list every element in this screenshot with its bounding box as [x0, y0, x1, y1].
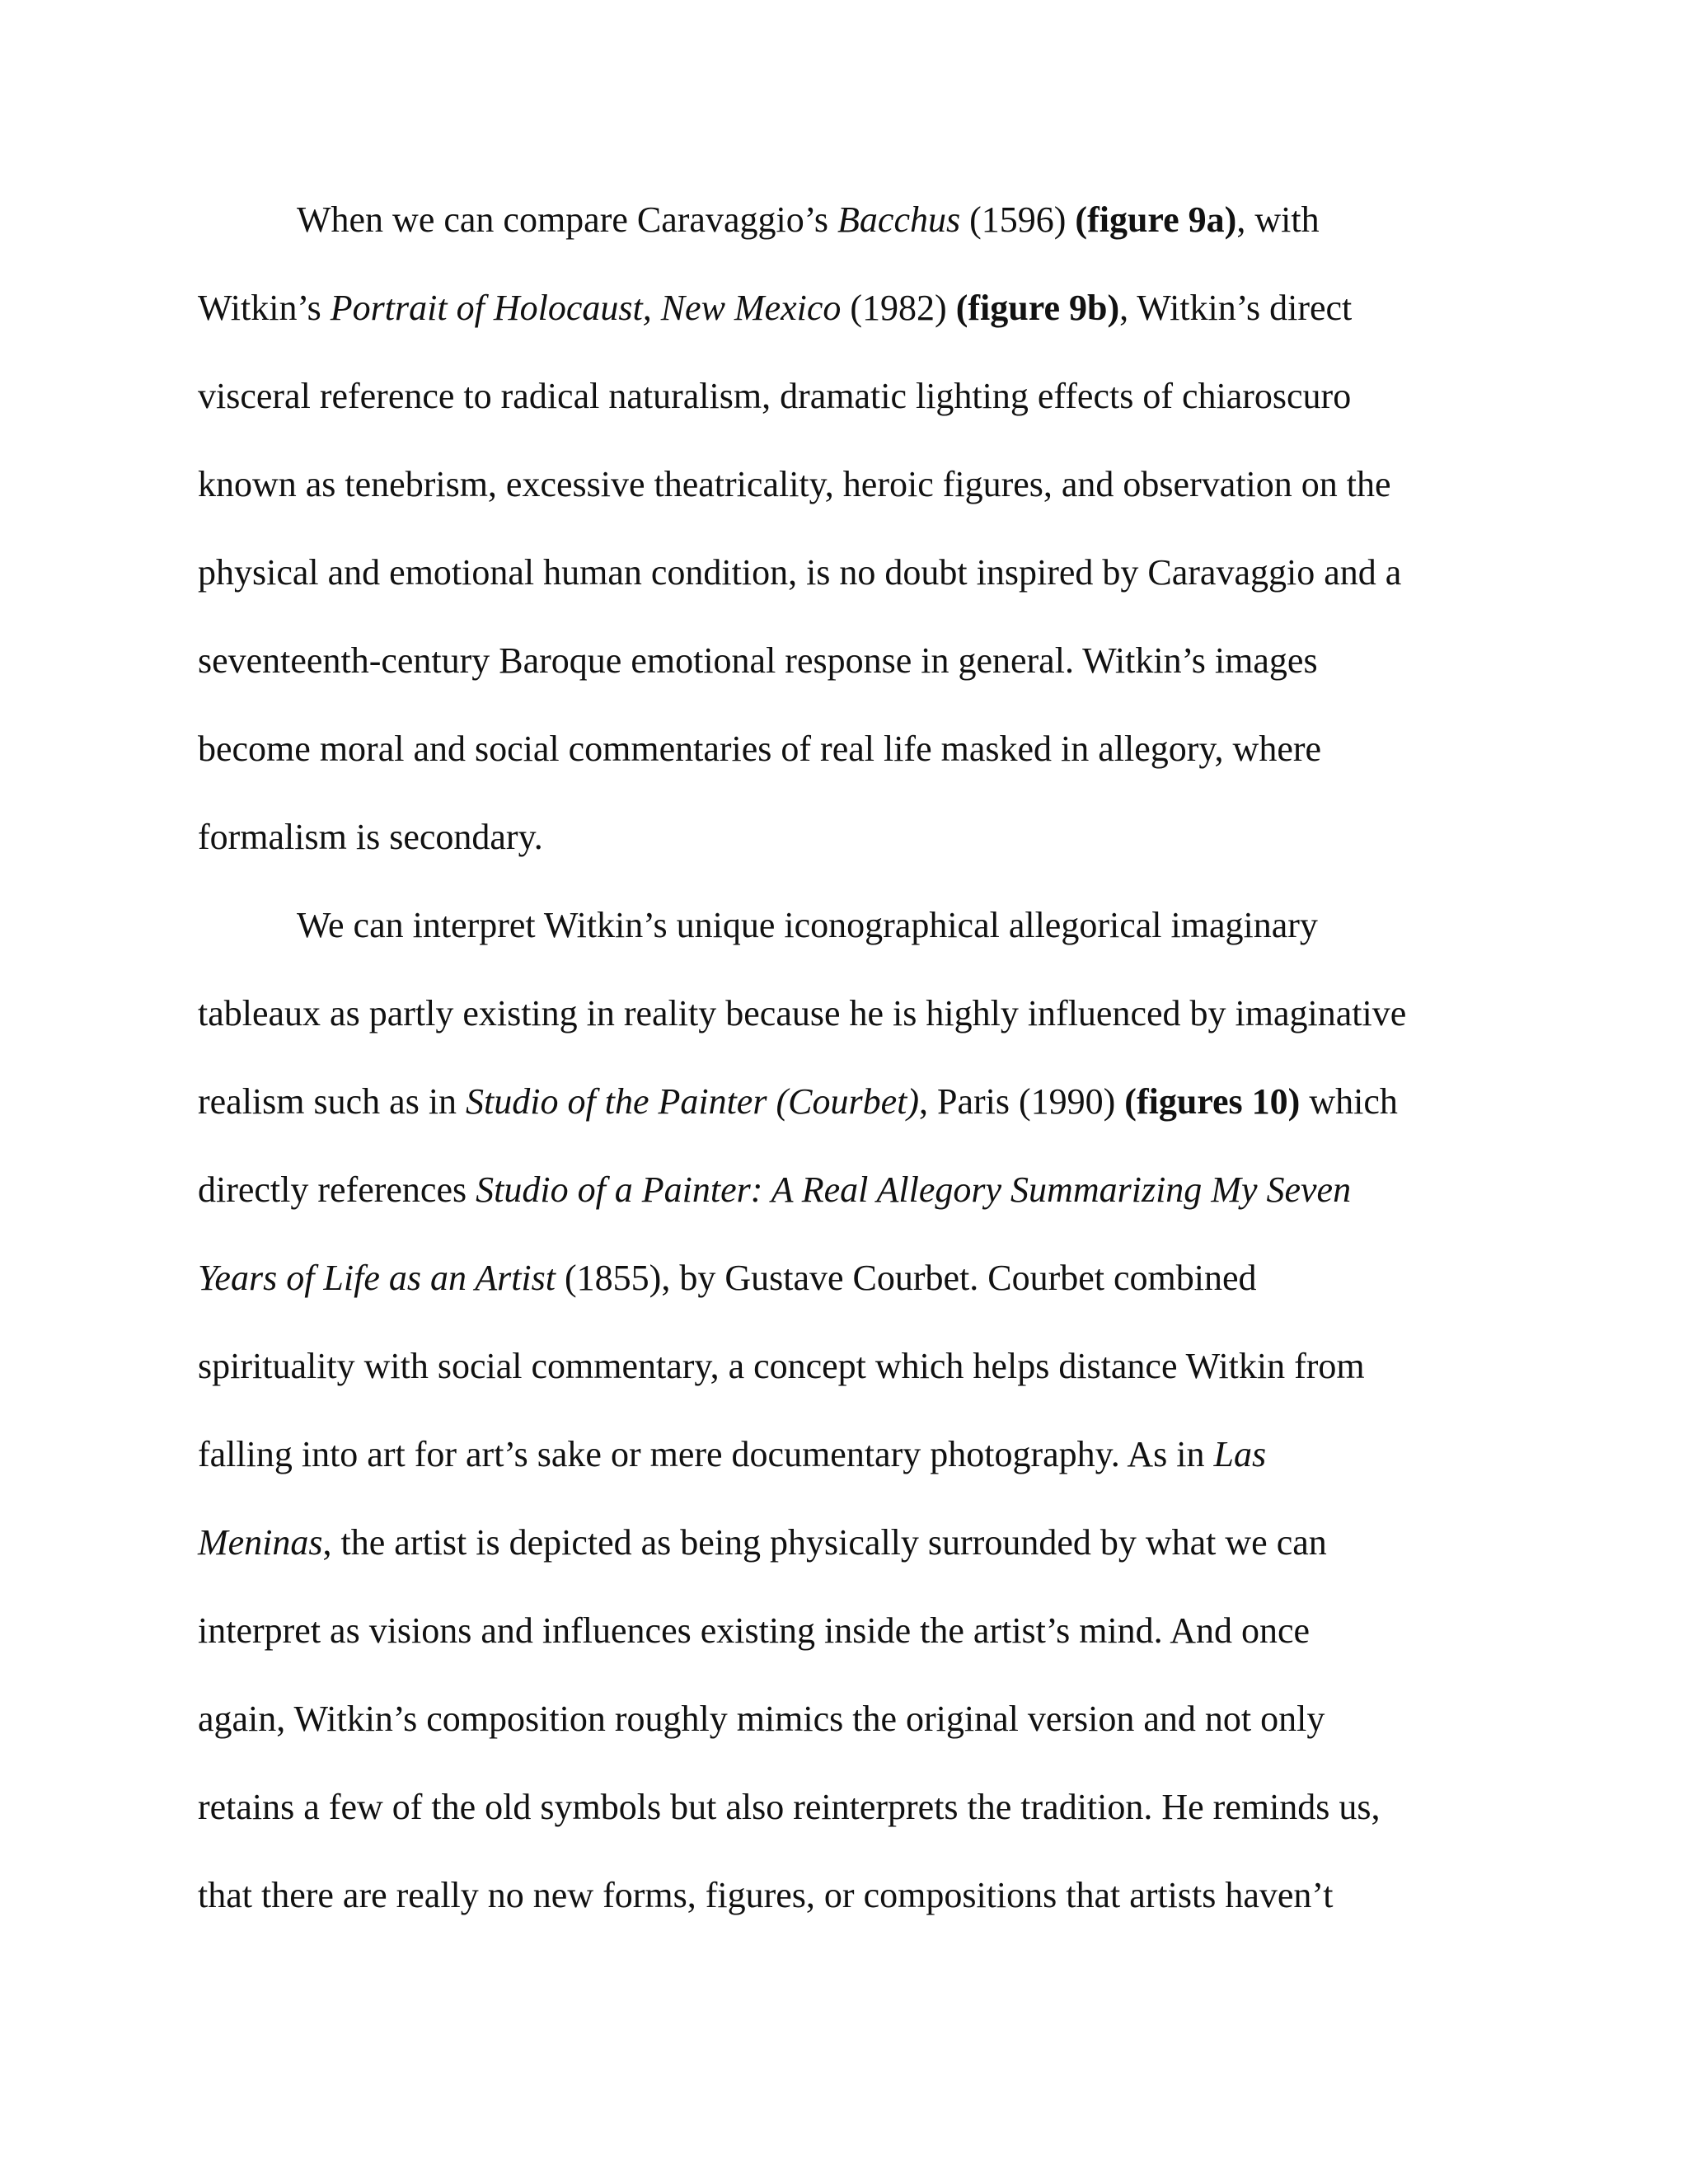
italic-title: Studio of the Painter (Courbet) [466, 1081, 919, 1122]
text-line [198, 1867, 1500, 1955]
text-run: , the artist is depicted as being physically surrounded by what we can [322, 1522, 1327, 1563]
text-line [198, 1426, 1500, 1514]
text-line [198, 1514, 1500, 1602]
text-line [198, 720, 1500, 808]
paragraph [198, 191, 1500, 897]
text-run: , with [1236, 199, 1320, 240]
italic-title: Years of Life as an Artist [198, 1258, 556, 1298]
text-run: (1596) [960, 199, 1076, 240]
text-run: seventeenth-century Baroque emotional response in general. Witkin’s images [198, 640, 1318, 681]
text-line [198, 456, 1500, 544]
text-run: realism such as in [198, 1081, 467, 1122]
text-run: (1855), by Gustave Courbet. Courbet combined [556, 1258, 1257, 1298]
text-line [198, 191, 1500, 279]
text-run: falling into art for art’s sake or mere documentary photography. As in [198, 1434, 1214, 1474]
text-run: , Paris (1990) [918, 1081, 1125, 1122]
text-run: which [1300, 1081, 1398, 1122]
text-line [198, 985, 1500, 1073]
text-run: tableaux as partly existing in reality because he is highly influenced by imaginative [198, 993, 1407, 1033]
figure-reference: (figure 9b) [955, 288, 1120, 328]
text-line [198, 1249, 1500, 1338]
text-run: that there are really no new forms, figures, or compositions that artists haven’t [198, 1875, 1334, 1915]
text-line [198, 1161, 1500, 1249]
text-run: (1982) [841, 288, 956, 328]
italic-title: Portrait of Holocaust, New Mexico [330, 288, 842, 328]
text-line [198, 1779, 1500, 1867]
text-line [198, 897, 1500, 985]
text-line [198, 279, 1500, 368]
text-line [198, 1073, 1500, 1161]
text-run: retains a few of the old symbols but also reinterprets the tradition. He reminds us, [198, 1787, 1381, 1827]
italic-title: Meninas [198, 1522, 323, 1563]
italic-title: Bacchus [837, 199, 961, 240]
text-run: interpret as visions and influences existing inside the artist’s mind. And once [198, 1610, 1311, 1651]
text-line [198, 368, 1500, 456]
text-run: visceral reference to radical naturalism, dramatic lighting effects of chiaroscuro [198, 376, 1352, 416]
text-run: known as tenebrism, excessive theatricality, heroic figures, and observation on the [198, 464, 1391, 504]
figure-reference: (figures 10) [1124, 1081, 1301, 1122]
text-line [198, 544, 1500, 632]
italic-title: Las [1213, 1434, 1267, 1474]
text-run: spirituality with social commentary, a concept which helps distance Witkin from [198, 1346, 1365, 1386]
figure-reference: (figure 9a) [1075, 199, 1237, 240]
text-run: Witkin’s [198, 288, 331, 328]
text-run: We can interpret Witkin’s unique iconographical allegorical imaginary [297, 905, 1318, 945]
text-run: When we can compare Caravaggio’s [297, 199, 838, 240]
text-line [198, 1690, 1500, 1779]
text-run: formalism is secondary. [198, 817, 543, 857]
text-line [198, 808, 1500, 897]
text-line [198, 1338, 1500, 1426]
text-line [198, 632, 1500, 720]
body-text [198, 191, 1500, 1955]
text-run: become moral and social commentaries of real life masked in allegory, where [198, 729, 1322, 769]
text-run: , Witkin’s direct [1119, 288, 1353, 328]
text-line [198, 1602, 1500, 1690]
text-run: physical and emotional human condition, is no doubt inspired by Caravaggio and a [198, 552, 1402, 593]
paragraph [198, 897, 1500, 1955]
italic-title: Studio of a Painter: A Real Allegory Summarizing My Seven [476, 1169, 1352, 1210]
text-run: directly references [198, 1169, 476, 1210]
text-run: again, Witkin’s composition roughly mimics the original version and not only [198, 1699, 1325, 1739]
